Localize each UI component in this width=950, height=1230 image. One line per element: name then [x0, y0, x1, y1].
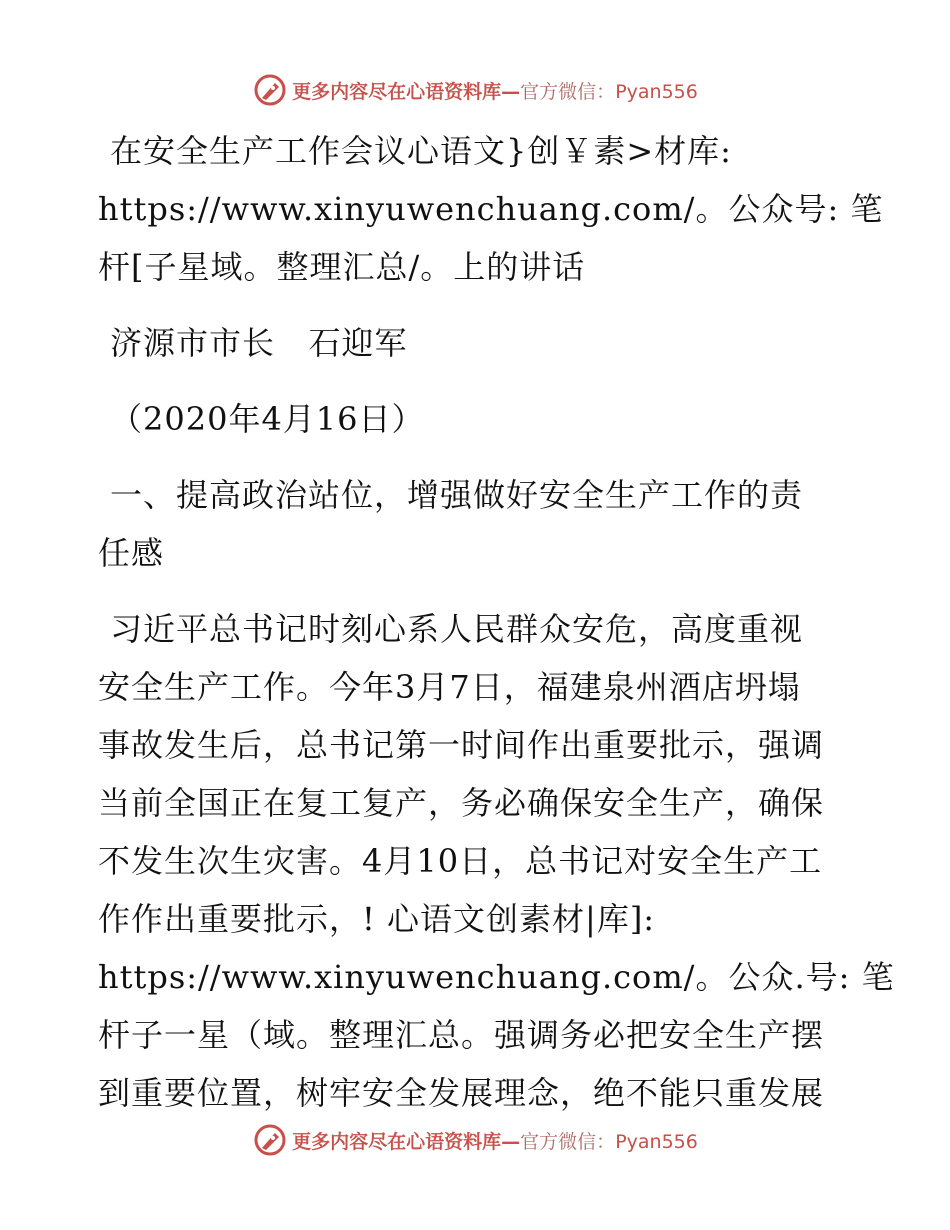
- watermark-main: 更多内容尽在心语资料库: [292, 1130, 502, 1153]
- header-watermark-banner: [0, 70, 950, 110]
- footer-watermark-banner: [0, 1120, 950, 1160]
- watermark-wechat-id: Pyan556: [615, 80, 698, 103]
- paragraph-line-9: 到重要位置，树牢安全发展理念，绝不能只重发展: [98, 1074, 825, 1112]
- watermark-wechat-label: 官方微信：: [520, 80, 616, 103]
- date-line: （2020年4月16日）: [110, 400, 425, 438]
- watermark-dash: —: [501, 1130, 521, 1153]
- paragraph-line-1: 习近平总书记时刻心系人民群众安危，高度重视: [110, 610, 804, 648]
- watermark-dash: —: [501, 80, 521, 103]
- section-heading-line-2: 任感: [98, 534, 165, 572]
- paragraph-line-4: 当前全国正在复工复产，务必确保安全生产，确保: [98, 784, 825, 822]
- pen-nib-logo-icon: [252, 72, 288, 108]
- watermark-text: [292, 77, 698, 104]
- title-line-1: 在安全生产工作会议心语文}创￥素>材库:: [110, 132, 732, 170]
- paragraph-line-7: https://www.xinyuwenchuang.com/。公众.号: 笔: [98, 958, 895, 996]
- watermark-wechat-label: 官方微信：: [520, 1130, 616, 1153]
- pen-nib-logo-icon: [252, 1122, 288, 1158]
- paragraph-line-6: 作作出重要批示，! 心语文创素材|库]:: [98, 900, 656, 938]
- paragraph-line-8: 杆子一星（域。整理汇总。强调务必把安全生产摆: [98, 1016, 825, 1054]
- watermark-wechat-id: Pyan556: [615, 1130, 698, 1153]
- document-body: [98, 122, 895, 1122]
- watermark-main: 更多内容尽在心语资料库: [292, 80, 502, 103]
- title-line-3: 杆[子星域。整理汇总/。上的讲话: [98, 248, 586, 286]
- section-heading-line-1: 一、提高政治站位，增强做好安全生产工作的责: [110, 476, 804, 514]
- title-line-2: https://www.xinyuwenchuang.com/。公众号: 笔: [98, 190, 884, 228]
- watermark-text: [292, 1127, 698, 1154]
- speaker-line: 济源市市长 石迎军: [110, 324, 408, 362]
- paragraph-line-2: 安全生产工作。今年3月7日，福建泉州酒店坍塌: [98, 668, 801, 706]
- paragraph-line-3: 事故发生后，总书记第一时间作出重要批示，强调: [98, 726, 825, 764]
- paragraph-line-5: 不发生次生灾害。4月10日，总书记对安全生产工: [98, 842, 823, 880]
